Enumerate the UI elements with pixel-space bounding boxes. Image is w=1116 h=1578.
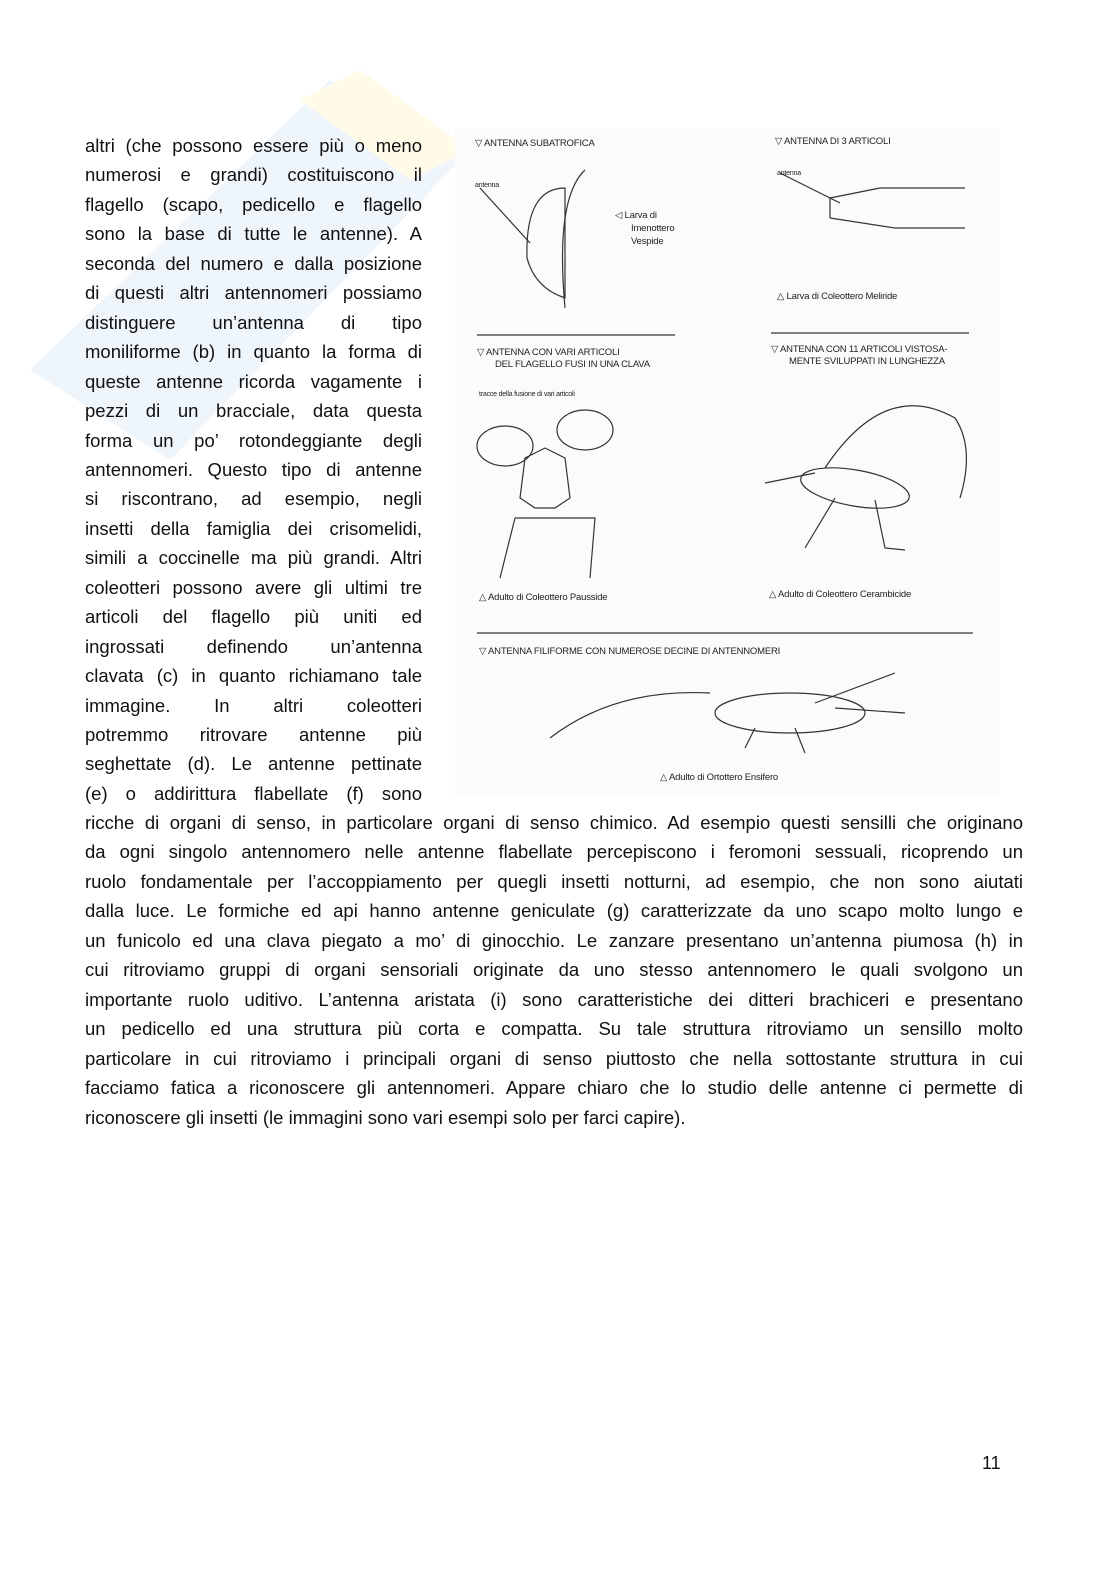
text-line: un funicolo ed una clava piegato a mo’ di ginocchio. Le zanzare presentano un’antenna piumosa (h) in [85,929,1023,951]
text-line: insetti della famiglia dei crisomelidi, [85,517,422,539]
panel-title: ▽ ANTENNA DI 3 ARTICOLI [775,136,891,147]
panel-title: DEL FLAGELLO FUSI IN UNA CLAVA [495,359,650,370]
text-line: (e) o addirittura flabellate (f) sono [85,782,422,804]
text-line: forma un po’ rotondeggiante degli [85,429,422,451]
text-line: da ogni singolo antennomero nelle antenne flabellate percepiscono i feromoni sessuali, ricoprendo un [85,841,1023,863]
text-line: cui ritroviamo gruppi di organi sensoriali originate da uno stesso antennomero le quali svolgono un [85,959,1023,981]
text-line: seconda del numero e dalla posizione [85,252,422,274]
figure-drawings [455,128,1000,796]
panel-title: MENTE SVILUPPATI IN LUNGHEZZA [789,356,945,367]
text-line: coleotteri possono avere gli ultimi tre [85,576,422,598]
panel-label: antenna [475,182,499,189]
panel-caption: △ Larva di Coleottero Meliride [777,291,898,302]
panel-caption: △ Adulto di Coleottero Cerambicide [769,589,912,600]
text-line: si riscontrano, ad esempio, negli [85,488,422,510]
text-line: riconoscere gli insetti (le immagini sono vari esempi solo per farci capire). [85,1106,686,1128]
text-line: di questi altri antennomeri possiamo [85,282,422,304]
text-line: facciamo fatica a riconoscere gli antennomeri. Appare chiaro che lo studio delle antenne ci permette di [85,1077,1023,1099]
text-line: sono la base di tutte le antenne). A [85,223,422,245]
text-line: pezzi di un bracciale, data questa [85,400,422,422]
text-line: ruolo fondamentale per l’accoppiamento per quegli insetti notturni, ad esempio, che non sono aiutati [85,870,1023,892]
panel-label: tracce della fusione di vari articoli [479,391,575,398]
text-line: un pedicello ed una struttura più corta e compatta. Su tale struttura ritroviamo un sensillo molto [85,1018,1023,1040]
text-line: ingrossati definendo un’antenna [85,635,422,657]
text-line: importante ruolo uditivo. L’antenna aristata (i) sono caratteristiche dei ditteri brachiceri e presentano [85,988,1023,1010]
text-line: immagine. In altri coleotteri [85,694,422,716]
panel-label: antenna [777,170,801,177]
panel-title: ▽ ANTENNA CON 11 ARTICOLI VISTOSA- [771,344,948,355]
text-line: dalla luce. Le formiche ed api hanno antenne geniculate (g) caratterizzate da uno scapo molto lungo e [85,900,1023,922]
text-line: clavata (c) in quanto richiamano tale [85,665,422,687]
panel-title: ▽ ANTENNA CON VARI ARTICOLI [477,347,620,358]
text-line: antennomeri. Questo tipo di antenne [85,458,422,480]
text-line: potremmo ritrovare antenne più [85,724,422,745]
text-line: distinguere un’antenna di tipo [85,311,422,333]
text-line: numerosi e grandi) costituiscono il [85,164,422,186]
panel-caption: Vespide [631,236,664,247]
text-line: articoli del flagello più uniti ed [85,606,422,628]
panel-title: ▽ ANTENNA SUBATROFICA [475,138,595,149]
panel-title: ▽ ANTENNA FILIFORME CON NUMEROSE DECINE DI ANTENNOMERI [479,646,781,657]
panel-caption: △ Adulto di Coleottero Pausside [479,592,608,603]
page-number: 11 [982,1453,1001,1473]
text-line: particolare in cui ritroviamo i principali organi di senso piuttosto che nella sottostante struttura in cui [85,1047,1023,1069]
text-line: seghettate (d). Le antenne pettinate [85,753,422,775]
panel-caption: △ Adulto di Ortottero Ensifero [660,772,779,783]
text-line: flagello (scapo, pedicello e flagello [85,193,422,215]
antenna-types-figure [455,128,1000,796]
text-line: altri (che possono essere più o meno [85,135,422,156]
text-line: queste antenne ricorda vagamente i [85,370,422,392]
panel-caption: ◁ Larva di [615,210,657,221]
text-line: simili a coccinelle ma più grandi. Altri [85,547,422,569]
text-line: ricche di organi di senso, in particolare organi di senso chimico. Ad esempio questi sensilli che originano [85,812,1023,833]
text-line: moniliforme (b) in quanto la forma di [85,341,422,363]
panel-caption: Imenottero [631,223,675,234]
